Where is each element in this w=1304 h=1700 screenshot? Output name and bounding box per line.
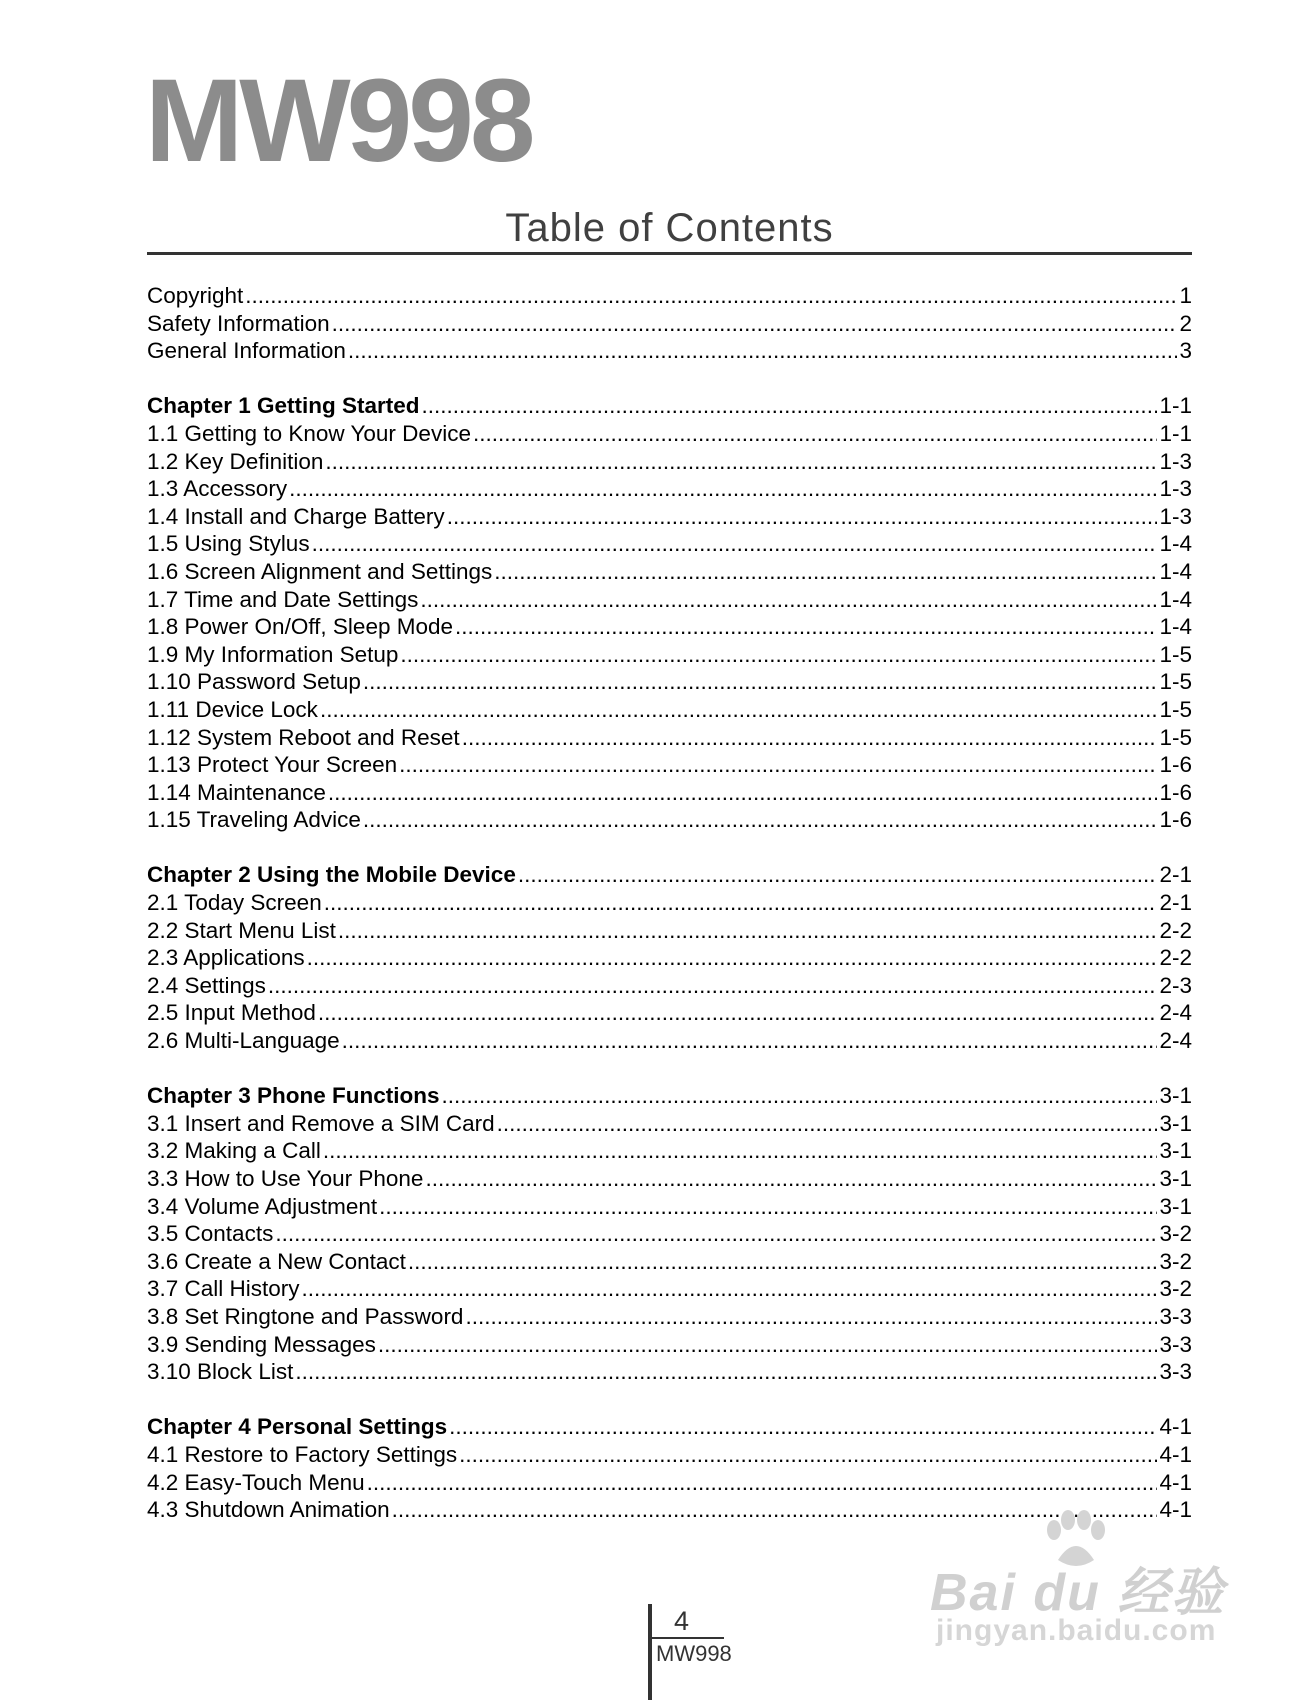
toc-entry-label: 3.4 Volume Adjustment (147, 1193, 378, 1219)
toc-entry (147, 1358, 1192, 1386)
toc-page-number: 1-5 (1159, 696, 1192, 722)
title-divider (147, 252, 1192, 255)
toc-entry (147, 1441, 1192, 1469)
toc-entry-label: 1.11 Device Lock (147, 696, 318, 722)
toc-entry-label: 2.3 Applications (147, 945, 305, 971)
toc-page-number: 1-6 (1159, 807, 1192, 833)
toc-page-number: 3 (1179, 338, 1192, 364)
toc-entry-label: 3.1 Insert and Remove a SIM Card (147, 1110, 495, 1136)
toc-page-number: 3-3 (1159, 1303, 1192, 1329)
dot-leader (422, 392, 1158, 420)
toc-entry (147, 668, 1192, 696)
dot-leader (342, 1027, 1158, 1055)
toc-entry (147, 724, 1192, 752)
toc-entry (147, 944, 1192, 972)
dot-leader (408, 1248, 1158, 1276)
dot-leader (378, 1331, 1158, 1359)
dot-leader (348, 337, 1178, 365)
toc-chapter-3 (147, 1082, 1192, 1110)
toc-page-number: 1 (1179, 283, 1192, 308)
toc-entry (147, 530, 1192, 558)
toc-chapter-2 (147, 861, 1192, 889)
dot-leader (367, 1469, 1158, 1497)
baidu-watermark (930, 1510, 1230, 1660)
dot-leader (497, 1110, 1158, 1138)
toc-entry (147, 475, 1192, 503)
dot-leader (338, 917, 1158, 945)
toc-entry-label: 1.2 Key Definition (147, 448, 324, 474)
toc-entry (147, 999, 1192, 1027)
toc-entry-label: 1.12 System Reboot and Reset (147, 724, 460, 750)
footer-vertical-bar (648, 1604, 652, 1700)
toc-page-number: 1-4 (1159, 558, 1192, 584)
dot-leader (447, 503, 1158, 531)
toc-page-number: 3-1 (1159, 1083, 1192, 1109)
toc-entry-label: Copyright (147, 283, 244, 308)
toc-entry (147, 806, 1192, 834)
toc-entry (147, 420, 1192, 448)
toc-entry (147, 1165, 1192, 1193)
dot-leader (465, 1303, 1157, 1331)
toc-chapter-title: Chapter 3 Phone Functions (147, 1083, 440, 1109)
toc-entry (147, 779, 1192, 807)
toc-page-number: 1-1 (1159, 393, 1192, 419)
dot-leader (318, 999, 1158, 1027)
toc-page-number: 1-4 (1159, 614, 1192, 640)
toc-entry-label: 3.6 Create a New Contact (147, 1248, 406, 1274)
toc-entry (147, 1137, 1192, 1165)
toc-page-number: 3-2 (1159, 1221, 1192, 1247)
dot-leader (275, 1220, 1157, 1248)
dot-leader (459, 1441, 1157, 1469)
table-of-contents (147, 282, 1192, 1524)
toc-entry (147, 282, 1192, 310)
dot-leader (320, 696, 1158, 724)
toc-entry-label: 1.6 Screen Alignment and Settings (147, 558, 493, 584)
dot-leader (325, 448, 1157, 476)
toc-page-number: 4-1 (1159, 1469, 1192, 1495)
toc-page-number: 2-4 (1159, 1000, 1192, 1026)
dot-leader (494, 558, 1157, 586)
dot-leader (307, 944, 1158, 972)
dot-leader (455, 613, 1157, 641)
toc-entry-label: General Information (147, 338, 346, 364)
toc-page-number: 4-1 (1159, 1497, 1192, 1523)
toc-entry (147, 696, 1192, 724)
toc-entry-label: Safety Information (147, 310, 330, 336)
dot-leader (324, 889, 1158, 917)
toc-page-number: 4-1 (1159, 1414, 1192, 1440)
toc-page-number: 3-3 (1159, 1359, 1192, 1385)
toc-page-number: 3-2 (1159, 1248, 1192, 1274)
toc-entry (147, 337, 1192, 365)
toc-page-number: 1-6 (1159, 752, 1192, 778)
page-title: Table of Contents (505, 206, 834, 250)
toc-entry-label: 4.2 Easy-Touch Menu (147, 1469, 365, 1495)
toc-entry (147, 1303, 1192, 1331)
dot-leader (518, 861, 1158, 889)
toc-entry (147, 1027, 1192, 1055)
footer-divider (652, 1637, 724, 1639)
toc-chapter-title: Chapter 2 Using the Mobile Device (147, 862, 516, 888)
toc-entry-label: 3.3 How to Use Your Phone (147, 1166, 424, 1191)
toc-entry-label: 1.15 Traveling Advice (147, 807, 361, 833)
toc-page-number: 1-5 (1159, 669, 1192, 695)
dot-leader (268, 972, 1158, 1000)
toc-entry (147, 613, 1192, 641)
dot-leader (420, 586, 1157, 614)
toc-page-number: 2-2 (1159, 917, 1192, 943)
toc-entry (147, 641, 1192, 669)
dot-leader (442, 1082, 1158, 1110)
toc-chapter-title: Chapter 1 Getting Started (147, 393, 420, 419)
toc-entry (147, 917, 1192, 945)
toc-page-number: 1-3 (1159, 476, 1192, 502)
dot-leader (312, 530, 1158, 558)
toc-chapter-title: Chapter 4 Personal Settings (147, 1414, 448, 1440)
dot-leader (302, 1275, 1158, 1303)
toc-entry (147, 503, 1192, 531)
toc-entry-label: 3.7 Call History (147, 1276, 300, 1302)
toc-page-number: 3-2 (1159, 1276, 1192, 1302)
toc-page-number: 3-1 (1159, 1138, 1192, 1164)
dot-leader (449, 1413, 1157, 1441)
footer-page-number: 4 (674, 1606, 690, 1636)
dot-leader (332, 310, 1178, 338)
toc-entry (147, 448, 1192, 476)
toc-entry-label: 2.6 Multi-Language (147, 1028, 340, 1054)
toc-entry-label: 1.3 Accessory (147, 476, 288, 502)
toc-entry-label: 1.7 Time and Date Settings (147, 586, 419, 612)
toc-entry (147, 751, 1192, 779)
toc-page-number: 1-3 (1159, 448, 1192, 474)
brand-logo: MW998 (145, 55, 532, 187)
toc-entry-label: 2.2 Start Menu List (147, 917, 336, 943)
toc-entry-label: 1.5 Using Stylus (147, 531, 310, 557)
toc-page-number: 3-1 (1159, 1193, 1192, 1219)
dot-leader (399, 751, 1157, 779)
dot-leader (295, 1358, 1157, 1386)
toc-entry-label: 1.9 My Information Setup (147, 641, 399, 667)
toc-entry (147, 1220, 1192, 1248)
toc-entry-label: 1.8 Power On/Off, Sleep Mode (147, 614, 454, 640)
toc-entry (147, 1110, 1192, 1138)
toc-entry-label: 3.2 Making a Call (147, 1138, 321, 1164)
toc-entry-label: 2.1 Today Screen (147, 890, 322, 916)
dot-leader (363, 668, 1158, 696)
toc-entry-label: 3.9 Sending Messages (147, 1331, 376, 1357)
dot-leader (379, 1193, 1157, 1221)
toc-entry-label: 2.4 Settings (147, 972, 266, 998)
watermark-logo: Bai du 经验 (930, 1564, 1226, 1622)
toc-entry-label: 1.14 Maintenance (147, 779, 326, 805)
watermark-url: jingyan.baidu.com (936, 1614, 1217, 1647)
toc-page-number: 2-2 (1159, 945, 1192, 971)
toc-entry (147, 1248, 1192, 1276)
toc-page-number: 1-1 (1159, 420, 1192, 446)
toc-page-number: 1-3 (1159, 503, 1192, 529)
toc-entry (147, 558, 1192, 586)
toc-page-number: 3-1 (1159, 1110, 1192, 1136)
toc-entry-label: 1.4 Install and Charge Battery (147, 503, 445, 529)
toc-page-number: 1-6 (1159, 779, 1192, 805)
toc-entry (147, 1275, 1192, 1303)
toc-page-number: 2-4 (1159, 1028, 1192, 1054)
toc-entry (147, 1193, 1192, 1221)
toc-page-number: 2-1 (1159, 862, 1192, 888)
dot-leader (328, 779, 1158, 807)
toc-page-number: 2-1 (1159, 890, 1192, 916)
toc-page-number: 2 (1179, 310, 1192, 336)
toc-entry-label: 3.8 Set Ringtone and Password (147, 1303, 464, 1329)
toc-page-number: 4-1 (1159, 1441, 1192, 1467)
toc-entry (147, 1469, 1192, 1497)
toc-entry-label: 1.1 Getting to Know Your Device (147, 420, 471, 446)
toc-page-number: 3-1 (1159, 1166, 1192, 1191)
toc-entry-label: 2.5 Input Method (147, 1000, 316, 1026)
dot-leader (473, 420, 1158, 448)
dot-leader (363, 806, 1158, 834)
dot-leader (462, 724, 1158, 752)
toc-page-number: 2-3 (1159, 972, 1192, 998)
toc-entry-label: 4.3 Shutdown Animation (147, 1497, 390, 1523)
toc-page-number: 1-4 (1159, 586, 1192, 612)
footer-model-name: MW998 (656, 1641, 732, 1666)
dot-leader (323, 1137, 1158, 1165)
toc-page-number: 3-3 (1159, 1331, 1192, 1357)
toc-page-number: 1-5 (1159, 641, 1192, 667)
toc-chapter-1 (147, 392, 1192, 420)
toc-page-number: 1-4 (1159, 531, 1192, 557)
toc-page-number: 1-5 (1159, 724, 1192, 750)
dot-leader (245, 282, 1177, 310)
dot-leader (425, 1165, 1157, 1193)
toc-entry-label: 1.10 Password Setup (147, 669, 361, 695)
dot-leader (400, 641, 1157, 669)
toc-entry-label: 4.1 Restore to Factory Settings (147, 1441, 458, 1467)
toc-entry (147, 310, 1192, 338)
toc-entry (147, 586, 1192, 614)
dot-leader (289, 475, 1157, 503)
toc-chapter-4 (147, 1413, 1192, 1441)
toc-entry (147, 889, 1192, 917)
toc-entry (147, 972, 1192, 1000)
toc-entry-label: 3.10 Block List (147, 1359, 294, 1385)
toc-entry (147, 1331, 1192, 1359)
toc-entry-label: 1.13 Protect Your Screen (147, 752, 398, 778)
toc-entry-label: 3.5 Contacts (147, 1221, 274, 1247)
